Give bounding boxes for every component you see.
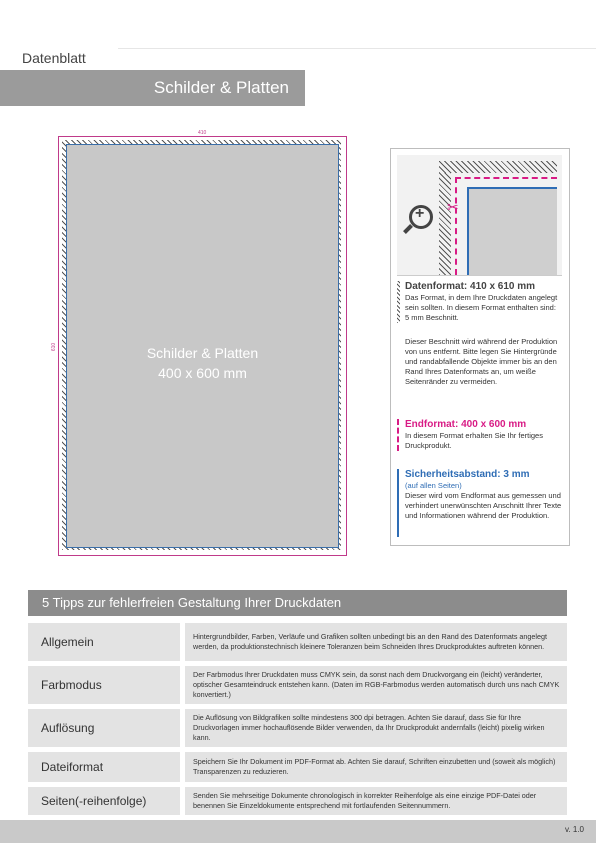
tip-row <box>28 709 567 747</box>
bleed-marker <box>397 281 400 323</box>
data-format-heading: Datenformat: 410 x 610 mm <box>405 281 536 292</box>
tip-label-cell <box>28 787 180 815</box>
safety-text: Dieser wird vom Endformat aus gemessen und verhindert unerwünschten Anschnitt Ihrer Texte und Informationen während der Produktion. <box>405 491 562 520</box>
template-title-line1: Schilder & Platten <box>146 345 259 361</box>
version-label: v. 1.0 <box>565 825 584 834</box>
tip-row <box>28 787 567 815</box>
end-format-block <box>397 419 562 451</box>
tip-label-cell <box>28 666 180 704</box>
corner-detail-illustration <box>397 155 562 276</box>
zoom-handle-icon <box>403 224 413 234</box>
datasheet-tab <box>0 48 118 72</box>
tip-row <box>28 752 567 782</box>
end-format-marker <box>397 419 399 451</box>
template-title <box>67 343 338 383</box>
bleed-note-block <box>397 337 562 387</box>
cut-line-vertical <box>455 177 457 275</box>
safety-line-vertical <box>467 187 469 275</box>
side-dimension-label: 610 <box>51 342 58 352</box>
tips-heading: 5 Tipps zur fehlerfreien Gestaltung Ihrer Druckdaten <box>42 595 342 610</box>
template-title-line2: 400 x 600 mm <box>158 365 247 381</box>
tips-heading-bar <box>28 590 567 616</box>
tip-text-cell <box>185 666 567 704</box>
tip-label: Allgemein <box>41 635 94 649</box>
tip-label-cell <box>28 709 180 747</box>
data-format-block <box>397 281 562 323</box>
tip-label: Seiten(-reihenfolge) <box>41 794 147 808</box>
tip-label: Farbmodus <box>41 678 102 692</box>
cut-line-horizontal <box>455 177 557 179</box>
title-bar <box>0 70 305 106</box>
tip-label: Auflösung <box>41 721 95 735</box>
safety-marker <box>397 469 399 537</box>
footer-bar <box>0 820 596 843</box>
tip-text-cell <box>185 623 567 661</box>
tip-text: Speichern Sie Ihr Dokument im PDF-Format ab. Achten Sie darauf, Schriften einzubetten und (soweit als möglich) Transparenzen zu reduzieren. <box>193 757 556 776</box>
tip-text: Hintergrundbilder, Farben, Verläufe und Grafiken sollten unbedingt bis an den Rand des Datenformats angelegt werden, da produktionstechnisch kleinere Toleranzen beim Schneiden Ihres Druckproduktes auftreten können. <box>193 632 548 651</box>
tip-label-cell <box>28 623 180 661</box>
tip-text: Senden Sie mehrseitige Dokumente chronologisch in korrekter Reihenfolge als eine einzige PDF-Datei oder benennen Sie Einzeldokumente entsprechend mit fortlaufenden Seitennummern. <box>193 791 537 810</box>
tip-text-cell <box>185 752 567 782</box>
end-format-area <box>66 144 339 548</box>
tip-label-cell <box>28 752 180 782</box>
zoom-in-icon <box>409 205 433 229</box>
tip-row <box>28 623 567 661</box>
page-title: Schilder & Platten <box>153 78 289 97</box>
safety-block <box>397 469 562 521</box>
tip-row <box>28 666 567 704</box>
format-legend <box>390 148 570 546</box>
datasheet-tab-label: Datenblatt <box>22 50 86 66</box>
tip-text: Die Auflösung von Bildgrafiken sollte mindestens 300 dpi betragen. Achten Sie darauf, dass Sie für Ihre Druckvorlagen immer hochauflösende Bilder verwenden, da Ihr Druckprodukt andernfalls (leicht) pixelig wirken kann. <box>193 713 545 742</box>
tip-text-cell <box>185 709 567 747</box>
safety-heading: Sicherheitsabstand: 3 mm <box>405 469 530 480</box>
data-format-text: Das Format, in dem Ihre Druckdaten angelegt sein sollten. In diesem Format enthalten sind: 5 mm Beschnitt. <box>405 293 558 322</box>
tip-label: Dateiformat <box>41 760 104 774</box>
tip-text-cell <box>185 787 567 815</box>
bleed-note-text: Dieser Beschnitt wird während der Produktion von uns entfernt. Bitte legen Sie Hintergründe und randabfallende Objekte immer bis an den Rand Ihres Datenformats an, um weiße Seitenränder zu vermeiden. <box>405 337 558 386</box>
bleed-hatch-top <box>439 161 557 173</box>
tip-text: Der Farbmodus Ihrer Druckdaten muss CMYK sein, da sonst nach dem Druckvorgang ein (leicht) veränderter, optischer Gesamteindruck entstehen kann. (Daten im RGB-Farbmodus werden automatisch durch uns nach CMYK konvertiert.) <box>193 670 560 699</box>
end-format-text: In diesem Format erhalten Sie Ihr fertiges Druckprodukt. <box>405 431 543 450</box>
end-format-heading: Endformat: 400 x 600 mm <box>405 419 527 430</box>
bleed-hatch-left <box>439 161 451 275</box>
print-area <box>469 189 557 275</box>
safety-line-horizontal <box>467 187 557 189</box>
template-preview <box>52 130 349 558</box>
safety-sub: (auf allen Seiten) <box>405 481 462 490</box>
scissors-icon: ✂ <box>447 199 459 215</box>
top-dimension-label: 410 <box>198 130 207 136</box>
